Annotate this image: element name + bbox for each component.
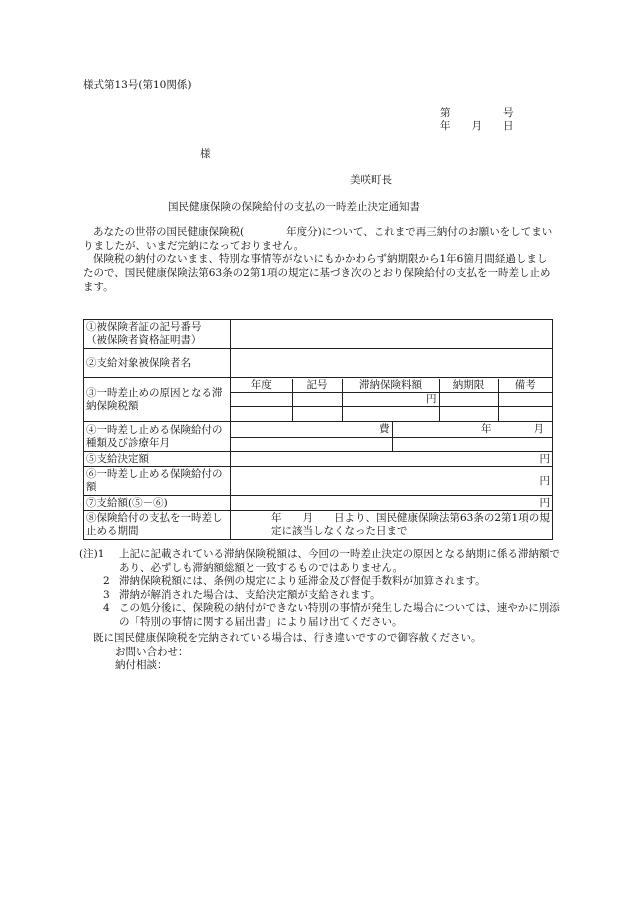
note-1	[79, 548, 563, 575]
note-4-mark: 4	[103, 602, 110, 614]
row-suspended-amount	[84, 467, 553, 496]
note-3	[83, 589, 563, 603]
value-decision-amount: 円	[231, 452, 553, 467]
header-remarks: 備考	[498, 379, 552, 393]
value-insured-name	[231, 349, 553, 378]
cell-arrears-amount: 円	[342, 393, 439, 407]
note-2	[83, 575, 563, 589]
label-decision-amount: ⑤支給決定額	[84, 452, 231, 467]
document-number-line: 第 号	[440, 107, 514, 119]
row-suspension-period	[84, 511, 553, 540]
row-arrears	[84, 378, 553, 422]
label-insurance-card-number: ①被保険者証の記号番号 （被保険者資格証明書）	[84, 320, 231, 349]
notes-section	[79, 548, 563, 629]
cell-treatment-month: 年 月	[392, 422, 552, 437]
value-insurance-card-number	[231, 320, 553, 349]
contact-payment-consultation: 納付相談：	[115, 659, 168, 671]
cell-year	[231, 393, 292, 407]
label-payment-amount: ⑦支給額(⑤－⑥)	[84, 496, 231, 511]
label-benefit-type: ④一時差し止める保険給付の種類及び診療年月	[84, 422, 231, 452]
row-decision-amount	[84, 452, 553, 467]
note-2-text: 滞納保険税額には、条例の規定により延滞金及び督促手数料が加算されます。	[119, 575, 486, 587]
notice-table	[83, 319, 553, 540]
label-arrears: ③一時差止めの原因となる滞納保険税額	[84, 378, 231, 422]
document-date-line: 年 月 日	[440, 120, 514, 132]
note-4	[83, 602, 563, 629]
label-suspension-period: ⑧保険給付の支払を一時差し止める期間	[84, 511, 231, 540]
note-4-text: この処分後に、保険税の納付ができない特別の事情が発生した場合については、速やかに別添の「特別の事情に関する届出書」により届け出てください。	[119, 602, 560, 628]
header-arrears-amount: 滞納保険料額	[342, 379, 439, 393]
note-2-mark: 2	[103, 575, 110, 587]
cell-benefit-fee: 費	[231, 422, 392, 437]
body-paragraph-1: あなたの世帯の国民健康保険税( 年度分)について、これまで再三納付のお願いをしてまいりましたが、いまだ完納になっておりません。	[83, 226, 553, 252]
arrears-subtable-cell	[231, 378, 553, 422]
closing-remark: 既に国民健康保険税を完納されている場合は、行き違いですので御容赦ください。	[93, 632, 482, 644]
benefit-type-subtable	[231, 422, 552, 451]
row-payment-amount	[84, 496, 553, 511]
arrears-subtable	[231, 379, 552, 421]
header-code: 記号	[292, 379, 342, 393]
row-benefit-type	[84, 422, 553, 452]
row-insurance-card-number	[84, 320, 553, 349]
contact-inquiry: お問い合わせ：	[115, 646, 189, 658]
label-suspended-amount: ⑥一時差し止める保険給付の額	[84, 467, 231, 496]
sender-name: 美咲町長	[350, 174, 392, 186]
note-1-text: 上記に記載されている滞納保険税額は、今回の一時差止決定の原因となる納期に係る滞納額であり、必ずしも滞納額総額と一致するものではありません。	[119, 548, 560, 574]
body-paragraph-2: 保険税の納付のないまま、特別な事情等がないにもかかわらず納期限から1年6箇月間経過しましたので、国民健康保険法第63条の2第1項の規定に基づき次のとおり保険給付の支払を一時差し止めます。	[83, 253, 551, 293]
header-due-date: 納期限	[439, 379, 498, 393]
document-title: 国民健康保険の保険給付の支払の一時差止決定通知書	[168, 201, 420, 213]
note-3-mark: 3	[103, 588, 110, 601]
value-payment-amount: 円	[231, 496, 553, 511]
value-suspension-period: 年 月 日より、国民健康保険法第63条の2第1項の規定に該当しなくなった日まで	[231, 511, 553, 540]
value-suspended-amount: 円	[231, 467, 553, 496]
form-id: 様式第13号(第10関係)	[83, 79, 192, 91]
row-insured-name	[84, 349, 553, 378]
header-year: 年度	[231, 379, 292, 393]
cell-remarks	[498, 393, 552, 407]
cell-due-date	[439, 393, 498, 407]
note-1-mark: (注)1	[79, 548, 105, 560]
addressee-honorific: 様	[200, 148, 211, 160]
note-3-text: 滞納が解消された場合は、支給決定額が支給されます。	[119, 588, 381, 601]
label-insured-name: ②支給対象被保険者名	[84, 349, 231, 378]
cell-code	[292, 393, 342, 407]
